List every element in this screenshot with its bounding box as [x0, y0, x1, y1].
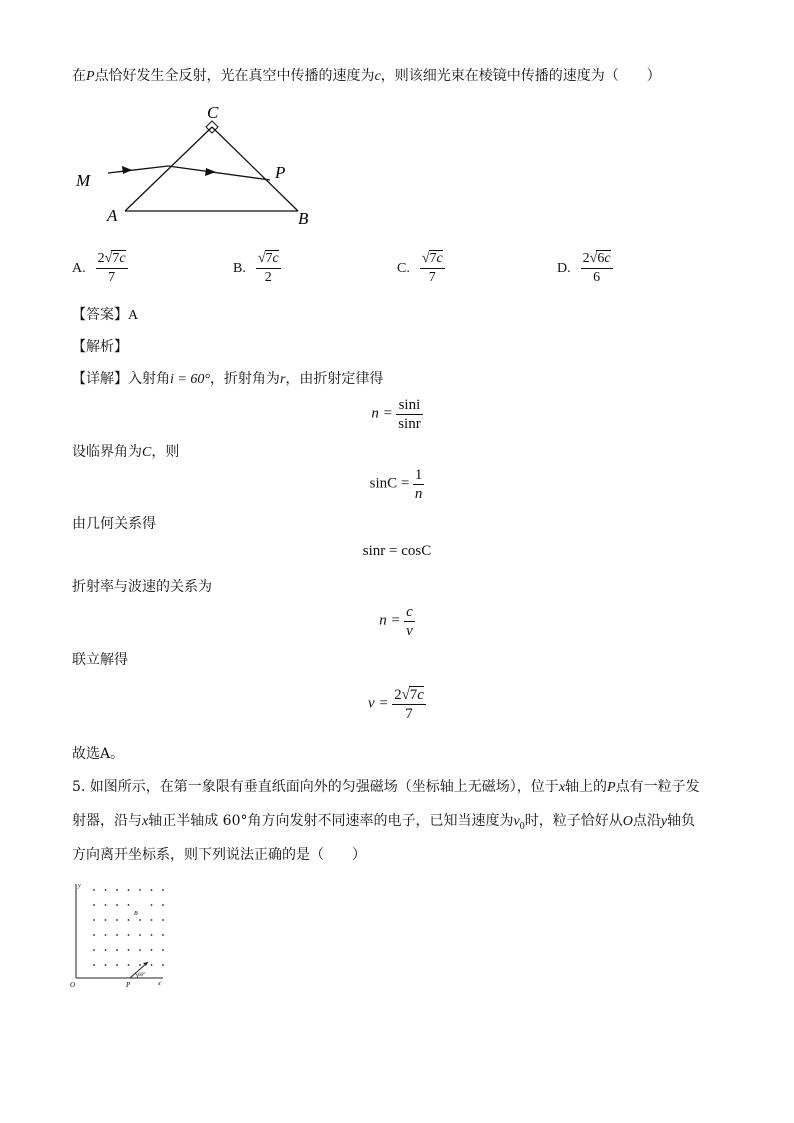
- field-dot: [139, 964, 141, 966]
- var-x: x: [142, 814, 149, 829]
- conclusion-line: [72, 744, 124, 764]
- eq-fraction: $\frac{1}{n}$: [414, 467, 423, 502]
- equation-result: [0, 686, 794, 723]
- field-dot: [151, 949, 153, 951]
- var-v0: v: [513, 814, 520, 829]
- answer-value: A: [128, 308, 139, 323]
- text: 时，粒子恰好从: [524, 813, 623, 829]
- option-letter: D.: [557, 260, 571, 276]
- detail-text: 入射角: [128, 371, 170, 387]
- text: 轴负: [667, 813, 696, 829]
- field-dot: [139, 889, 141, 891]
- field-dot: [105, 919, 107, 921]
- magnetic-field-figure: [68, 878, 178, 988]
- field-dot: [93, 964, 95, 966]
- field-dot: [128, 919, 130, 921]
- field-dot: [116, 964, 118, 966]
- q5-line1: [72, 777, 700, 798]
- field-dot: [139, 934, 141, 936]
- field-dot: [151, 904, 153, 906]
- field-dot: [116, 934, 118, 936]
- var-y: y: [660, 814, 668, 829]
- field-dot: [128, 889, 130, 891]
- field-dot: [93, 889, 95, 891]
- conclusion-text: 故选A。: [72, 746, 125, 762]
- label-x: x: [158, 981, 161, 987]
- field-dot: [116, 904, 118, 906]
- field-dots: [93, 889, 164, 966]
- label-P: P: [126, 981, 131, 988]
- field-dot: [151, 919, 153, 921]
- detail-angle-r: r: [279, 372, 286, 387]
- equation-index-speed: [0, 603, 794, 640]
- text: 轴正半轴成 60°角方向发射不同速率的电子，已知当速度为: [148, 813, 514, 829]
- q4-stem: [72, 66, 661, 87]
- option-B[interactable]: [233, 250, 281, 287]
- option-A[interactable]: [72, 250, 128, 287]
- detail-text: ，由折射定律得: [285, 371, 384, 387]
- detail-line: [72, 369, 383, 390]
- text: 折射率与波速的关系为: [72, 579, 212, 595]
- q4-stem-c: c: [374, 69, 381, 84]
- field-dot: [116, 919, 118, 921]
- field-dot: [105, 934, 107, 936]
- option-fraction: $\frac{2√7c}{7}$: [97, 251, 126, 285]
- field-dot: [162, 919, 164, 921]
- field-dot: [128, 934, 130, 936]
- text: 5. 如图所示，在第一象限有垂直纸面向外的匀强磁场（坐标轴上无磁场），位于: [72, 779, 559, 795]
- field-dot: [105, 889, 107, 891]
- label-y: y: [78, 883, 81, 889]
- label-C: C: [207, 103, 219, 122]
- label-P: P: [275, 163, 286, 182]
- equation-geometry: sinr = cosC: [362, 543, 432, 559]
- text: ，则: [151, 444, 180, 460]
- option-C[interactable]: [397, 250, 445, 287]
- geometry-line: [72, 514, 156, 534]
- q4-stem-text: 点恰好发生全反射，光在真空中传播的速度为: [94, 68, 375, 84]
- field-dot: [162, 949, 164, 951]
- text: 点沿: [632, 813, 661, 829]
- text: 方向离开坐标系，则下列说法正确的是（ ）: [72, 847, 366, 863]
- q5-line3: [72, 845, 366, 865]
- field-dot: [93, 949, 95, 951]
- text: 设临界角为: [72, 444, 142, 460]
- field-dot: [139, 919, 141, 921]
- detail-tag: 【详解】: [72, 371, 128, 387]
- field-dot: [93, 934, 95, 936]
- q4-stem-text: 在: [72, 68, 86, 84]
- ray-arrow-2: [205, 168, 216, 176]
- label-M: M: [76, 171, 91, 190]
- answer-line: [72, 305, 138, 326]
- angle-C: C: [142, 445, 152, 460]
- field-dot: [105, 949, 107, 951]
- label-A: A: [107, 206, 118, 225]
- ray-incident: [108, 166, 168, 173]
- field-dot: [105, 964, 107, 966]
- ray-arrow-1: [122, 166, 132, 174]
- var-P: P: [607, 780, 616, 795]
- eq-lhs: n =: [371, 405, 393, 422]
- field-dot: [162, 889, 164, 891]
- field-dot: [116, 889, 118, 891]
- eq-lhs: n =: [379, 612, 401, 629]
- label-B: B: [134, 911, 138, 917]
- text: 点有一粒子发: [615, 779, 700, 795]
- analysis-tag-line: [72, 337, 128, 357]
- equation-snell: [0, 396, 794, 433]
- field-dot: [105, 904, 107, 906]
- field-dot: [151, 964, 153, 966]
- prism-figure: [70, 100, 330, 230]
- option-letter: B.: [233, 260, 246, 276]
- subscript: 0: [519, 820, 525, 832]
- option-letter: C.: [397, 260, 410, 276]
- text: 射器，沿与: [72, 813, 142, 829]
- critical-angle-line: [72, 442, 179, 463]
- option-letter: A.: [72, 260, 86, 276]
- var-x: x: [558, 780, 566, 795]
- option-fraction: $\frac{√7c}{2}$: [257, 251, 279, 285]
- q4-stem-text: ，则该细光束在棱镜中传播的速度为（ ）: [380, 68, 661, 84]
- eq-fraction: $\frac{2√7c}{7}$: [394, 687, 424, 722]
- answer-tag: 【答案】: [72, 307, 128, 323]
- q5-line2: [72, 811, 695, 837]
- option-fraction: $\frac{√7c}{7}$: [421, 251, 443, 285]
- field-dot: [151, 889, 153, 891]
- option-D[interactable]: [557, 250, 613, 287]
- label-O: O: [70, 981, 76, 988]
- field-dot: [93, 904, 95, 906]
- eq-lhs: sinC =: [369, 475, 410, 492]
- solve-line: [72, 650, 128, 670]
- field-dot: [128, 949, 130, 951]
- field-dot: [151, 934, 153, 936]
- text: 由几何关系得: [72, 516, 156, 532]
- eq-fraction: $\frac{c}{v}$: [406, 604, 413, 639]
- field-dot: [162, 904, 164, 906]
- detail-text: ，折射角为: [209, 371, 280, 387]
- q4-stem-P: P: [86, 69, 95, 84]
- field-dot: [93, 919, 95, 921]
- field-dot: [162, 934, 164, 936]
- equation-critical: [0, 466, 794, 503]
- relation-line: [72, 577, 212, 597]
- analysis-tag: 【解析】: [72, 339, 128, 355]
- label-B: B: [298, 209, 309, 228]
- eq-fraction: $\frac{\sin i}{\sin r}$: [398, 397, 421, 432]
- field-dot: [139, 949, 141, 951]
- text: 轴上的: [565, 779, 608, 795]
- detail-angle-i: i = 60°: [170, 372, 210, 387]
- field-dot: [162, 964, 164, 966]
- option-fraction: $\frac{2√6c}{6}$: [582, 251, 611, 285]
- field-dot: [116, 949, 118, 951]
- label-angle: 60°: [138, 973, 145, 978]
- var-O: O: [622, 814, 633, 829]
- eq-lhs: v =: [368, 695, 389, 712]
- field-dot: [128, 964, 130, 966]
- text: 联立解得: [72, 652, 128, 668]
- field-dot: [128, 904, 130, 906]
